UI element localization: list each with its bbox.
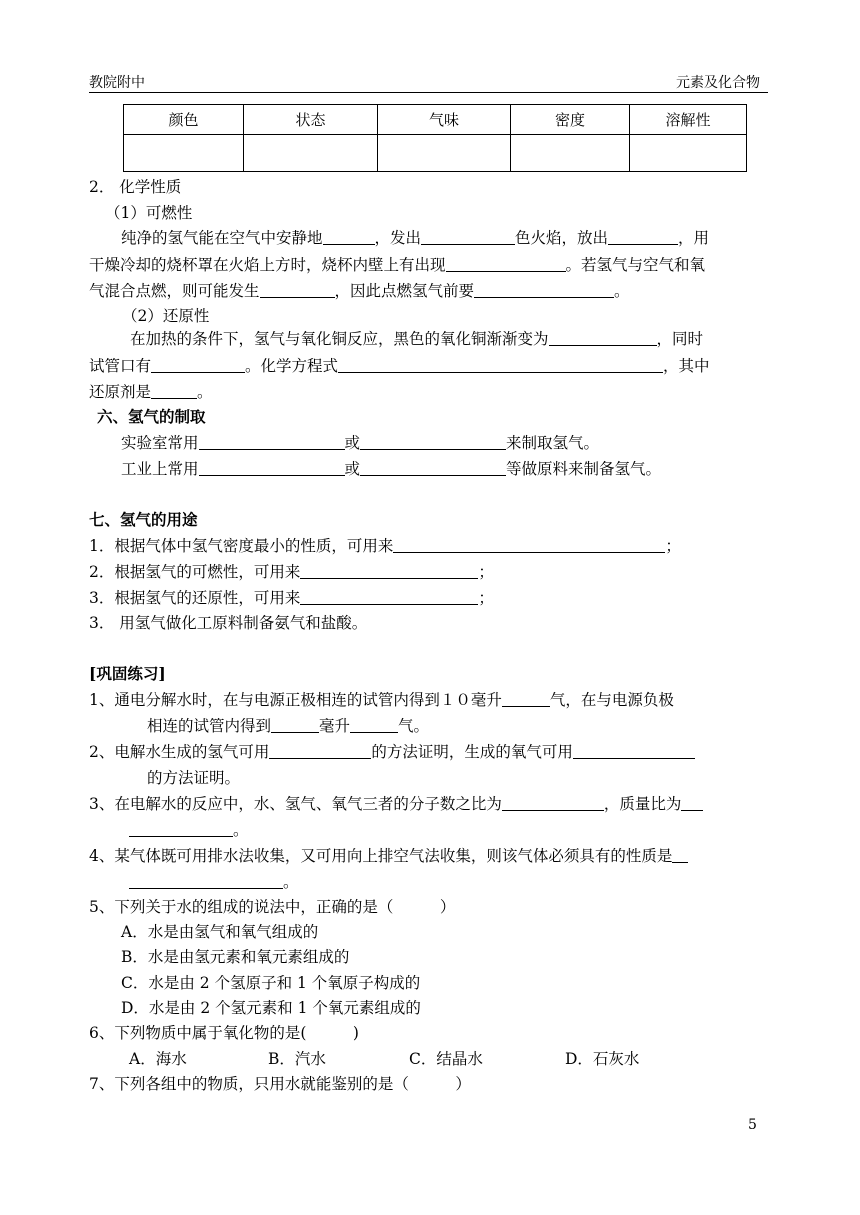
text-line: 实验室常用 或 来制取氢气。 bbox=[121, 434, 600, 452]
header-rule bbox=[89, 92, 768, 93]
section-title: [巩固练习] bbox=[89, 664, 166, 683]
blank-line bbox=[608, 228, 678, 245]
blank-line bbox=[129, 820, 233, 837]
text-line: 还原剂是 。 bbox=[89, 383, 213, 401]
question: 6、下列物质中属于氧化物的是( ) bbox=[89, 1024, 359, 1042]
blank-line bbox=[260, 281, 335, 298]
section-title: 七、氢气的用途 bbox=[89, 510, 198, 529]
question-line: 相连的试管内得到 毫升 气。 bbox=[147, 717, 430, 735]
blank-line bbox=[151, 356, 245, 373]
blank-line bbox=[199, 459, 345, 476]
blank-line bbox=[271, 716, 319, 733]
blank-line bbox=[672, 846, 688, 863]
question: 2、电解水生成的氢气可用 的方法证明，生成的氧气可用 bbox=[89, 742, 695, 762]
blank-line bbox=[421, 228, 515, 245]
question: 3、在电解水的反应中，水、氢气、氧气三者的分子数之比为 ，质量比为 bbox=[89, 794, 703, 814]
table-row bbox=[124, 135, 747, 172]
question: 1、通电分解水时，在与电源正极相连的试管内得到１０毫升 气，在与电源负极 bbox=[89, 691, 674, 709]
blank-line bbox=[360, 433, 506, 450]
table-cell bbox=[378, 135, 511, 172]
answer-option: C．结晶水 bbox=[409, 1050, 483, 1068]
table-cell bbox=[124, 135, 244, 172]
blank-line bbox=[549, 329, 657, 346]
table-cell bbox=[244, 135, 378, 172]
text-line: 气混合点燃，则可能发生 ，因此点燃氢气前要 。 bbox=[89, 282, 630, 300]
list-item: 3． 用氢气做化工原料制备氨气和盐酸。 bbox=[89, 614, 368, 632]
table-header-cell: 颜色 bbox=[124, 105, 244, 135]
text-line: 在加热的条件下，氢气与氧化铜反应，黑色的氧化铜渐渐变为 ，同时 bbox=[130, 330, 704, 348]
question: 5、下列关于水的组成的说法中，正确的是（ ） bbox=[89, 898, 456, 916]
blank-line bbox=[300, 562, 478, 579]
blank-line bbox=[502, 690, 550, 707]
answer-option: A．水是由氢气和氧气组成的 bbox=[121, 923, 319, 941]
question: 7、下列各组中的物质，只用水就能鉴别的是（ ） bbox=[89, 1075, 471, 1093]
blank-line bbox=[360, 459, 506, 476]
text-line: 干燥冷却的烧杯罩在火焰上方时，烧杯内壁上有出现 。若氢气与空气和氧 bbox=[89, 256, 706, 274]
question-line: 的方法证明。 bbox=[147, 769, 241, 787]
question-line: 。 bbox=[129, 820, 249, 840]
subsection-title: （1）可燃性 bbox=[105, 204, 193, 222]
table-header-cell: 气味 bbox=[378, 105, 511, 135]
table-header-cell: 密度 bbox=[511, 105, 630, 135]
table-header-row bbox=[124, 105, 747, 135]
table-header-cell: 溶解性 bbox=[630, 105, 747, 135]
blank-line bbox=[393, 536, 665, 553]
blank-line bbox=[446, 255, 566, 272]
section-title: 2． 化学性质 bbox=[89, 178, 182, 196]
blank-line bbox=[573, 742, 695, 759]
blank-line bbox=[338, 356, 663, 373]
page-number: 5 bbox=[748, 1117, 757, 1133]
blank-line bbox=[474, 281, 614, 298]
blank-line bbox=[300, 588, 478, 605]
answer-option: D．水是由 2 个氢元素和 1 个氧元素组成的 bbox=[121, 999, 421, 1017]
question-line: 。 bbox=[129, 872, 299, 892]
list-item: 1．根据气体中氢气密度最小的性质，可用来 ； bbox=[89, 537, 681, 555]
question: 4、某气体既可用排水法收集，又可用向上排空气法收集，则该气体必须具有的性质是 bbox=[89, 846, 688, 866]
blank-line bbox=[323, 228, 375, 245]
blank-line bbox=[269, 742, 371, 759]
answer-option: A．海水 bbox=[129, 1050, 187, 1068]
table-header-cell: 状态 bbox=[244, 105, 378, 135]
list-item: 3．根据氢气的还原性，可用来 ； bbox=[89, 589, 494, 607]
answer-option: C．水是由 2 个氢原子和 1 个氧原子构成的 bbox=[121, 974, 421, 992]
blank-line bbox=[350, 716, 398, 733]
blank-line bbox=[502, 794, 604, 811]
blank-line bbox=[199, 433, 345, 450]
table-cell bbox=[630, 135, 747, 172]
list-item: 2．根据氢气的可燃性，可用来 ； bbox=[89, 563, 494, 581]
answer-option: B．汽水 bbox=[268, 1050, 326, 1068]
subsection-title: （2）还原性 bbox=[122, 307, 210, 325]
properties-table bbox=[123, 104, 747, 172]
table-cell bbox=[511, 135, 630, 172]
blank-line bbox=[129, 872, 283, 889]
blank-line bbox=[681, 794, 703, 811]
blank-line bbox=[151, 382, 197, 399]
answer-option: B．水是由氢元素和氧元素组成的 bbox=[121, 948, 350, 966]
header-left: 教院附中 bbox=[89, 75, 145, 91]
section-title: 六、氢气的制取 bbox=[97, 407, 206, 426]
answer-option: D．石灰水 bbox=[565, 1050, 640, 1068]
text-line: 工业上常用 或 等做原料来制备氢气。 bbox=[121, 460, 662, 478]
header-right: 元素及化合物 bbox=[676, 75, 760, 91]
text-line: 纯净的氢气能在空气中安静地 ，发出 色火焰，放出 ，用 bbox=[121, 229, 710, 247]
text-line: 试管口有 。化学方程式 ，其中 bbox=[89, 357, 710, 375]
